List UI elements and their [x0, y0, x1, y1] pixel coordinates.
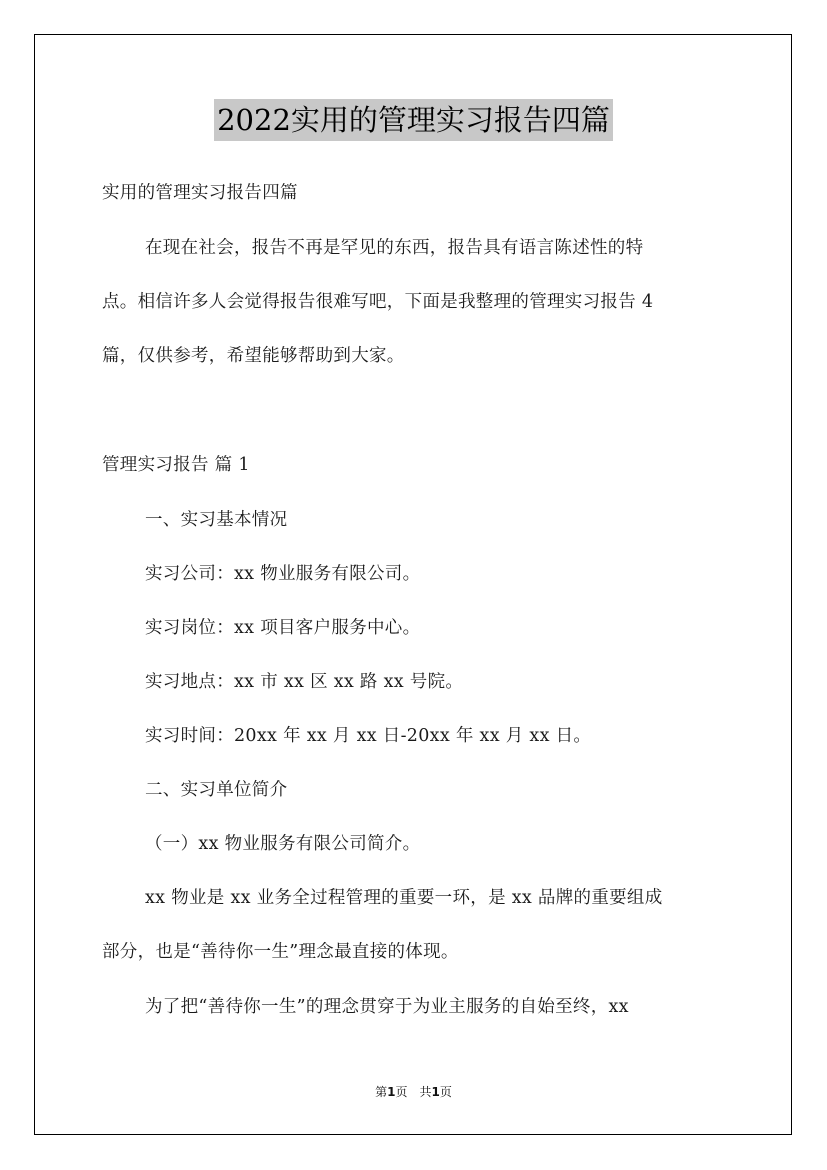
footer-page-total: 1	[431, 1085, 440, 1099]
intro-line-3: 篇，仅供参考，希望能够帮助到大家。	[102, 346, 405, 366]
title-container	[0, 99, 827, 141]
para1-line-1: xx 物业是 xx 业务全过程管理的重要一环，是 xx 品牌的重要组成	[145, 888, 663, 908]
document-subtitle: 实用的管理实习报告四篇	[102, 183, 298, 203]
para2-line-1: 为了把“善待你一生”的理念贯穿于为业主服务的自始至终，xx	[145, 997, 629, 1017]
internship-time: 实习时间：20xx 年 xx 月 xx 日-20xx 年 xx 月 xx 日。	[145, 726, 592, 746]
internship-company: 实习公司：xx 物业服务有限公司。	[145, 564, 421, 584]
page-footer	[0, 1083, 827, 1100]
footer-mid: 页 共	[395, 1085, 432, 1099]
para1-line-2: 部分，也是“善待你一生”理念最直接的体现。	[102, 942, 459, 962]
part1-heading: 一、实习基本情况	[145, 510, 288, 530]
section-heading: 管理实习报告 篇 1	[102, 455, 250, 475]
footer-page-current: 1	[387, 1085, 396, 1099]
intro-line-1: 在现在社会，报告不再是罕见的东西，报告具有语言陈述性的特	[145, 238, 644, 258]
intro-line-2: 点。相信许多人会觉得报告很难写吧，下面是我整理的管理实习报告 4	[102, 292, 654, 312]
footer-prefix: 第	[375, 1085, 388, 1099]
internship-position: 实习岗位：xx 项目客户服务中心。	[145, 618, 421, 638]
part2-heading: 二、实习单位简介	[145, 780, 288, 800]
sub1-heading: （一）xx 物业服务有限公司简介。	[145, 834, 421, 854]
footer-suffix: 页	[439, 1085, 452, 1099]
document-title: 2022实用的管理实习报告四篇	[214, 99, 613, 141]
internship-location: 实习地点：xx 市 xx 区 xx 路 xx 号院。	[145, 672, 464, 692]
